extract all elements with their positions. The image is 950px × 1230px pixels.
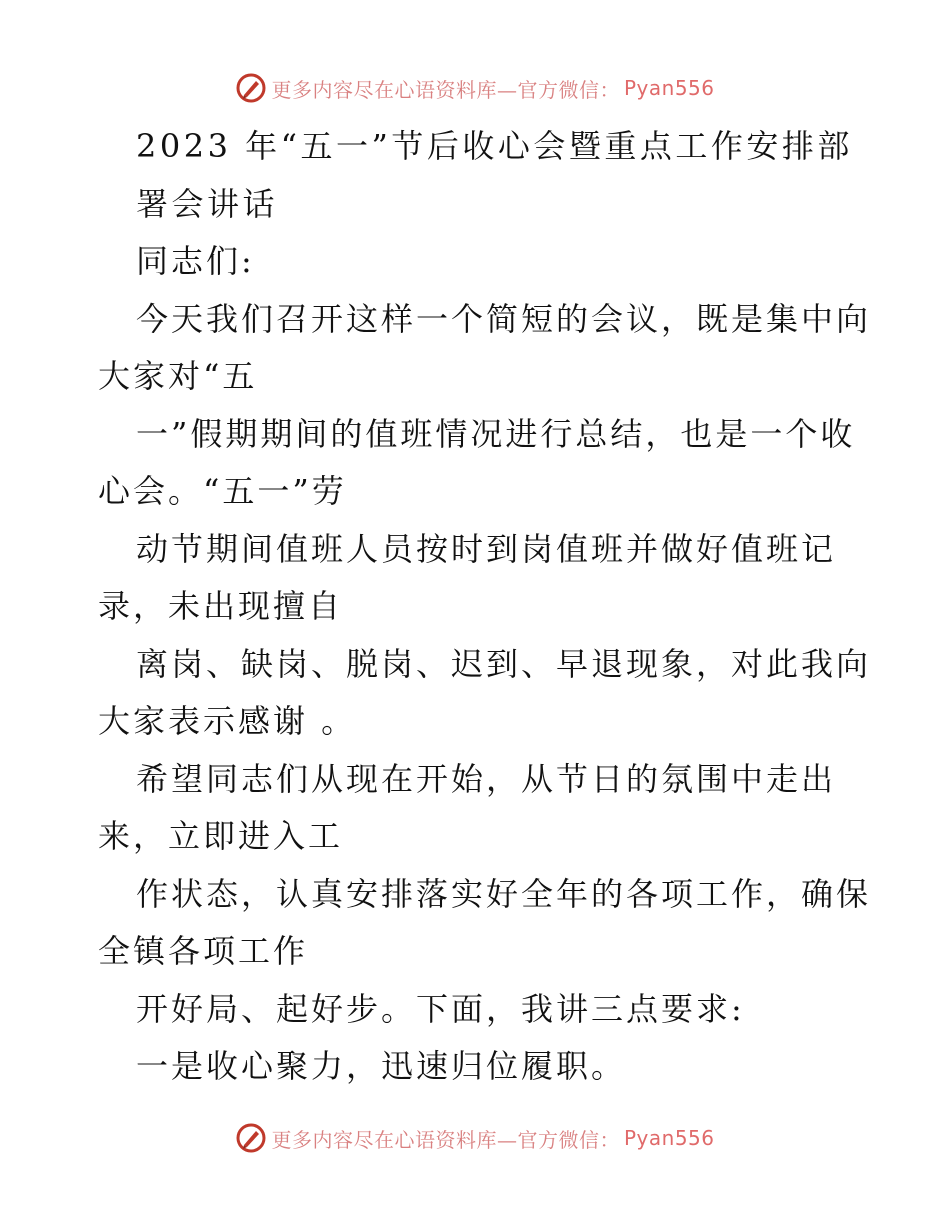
paragraph-line: 开好局、起好步。下面，我讲三点要求:: [136, 989, 745, 1028]
watermark-text: 更多内容尽在心语资料库—官方微信：: [271, 1127, 620, 1152]
watermark-handle: Pyan556: [623, 1126, 715, 1150]
document-title-line-2: 署会讲话: [136, 184, 279, 223]
paragraph-line: 同志们:: [136, 242, 255, 280]
watermark-text: 更多内容尽在心语资料库—官方微信：: [271, 77, 620, 102]
paragraph-line: 录，未出现擅自: [98, 587, 344, 625]
document-body: [0, 118, 950, 1096]
paragraph-line: 离岗、缺岗、脱岗、迟到、早退现象，对此我向: [136, 644, 872, 683]
paragraph-line: 希望同志们从现在开始，从节日的氛围中走出: [136, 759, 837, 798]
paragraph-line: 作状态，认真安排落实好全年的各项工作，确保: [136, 874, 872, 913]
pen-logo-icon: [235, 72, 267, 104]
paragraph-line: 今天我们召开这样一个简短的会议，既是集中向: [136, 299, 872, 338]
paragraph-line: 心会。“五一”劳: [98, 472, 347, 510]
watermark-header: [0, 72, 950, 104]
watermark-footer: [0, 1122, 950, 1154]
document-title-line-1: 2023 年“五一”节后收心会暨重点工作安排部: [136, 127, 853, 165]
paragraph-line: 一是收心聚力，迅速归位履职。: [136, 1047, 627, 1085]
watermark-handle: Pyan556: [623, 76, 715, 100]
paragraph-line: 动节期间值班人员按时到岗值班并做好值班记: [136, 529, 837, 568]
paragraph-line: 大家表示感谢 。: [98, 702, 357, 740]
paragraph-line: 全镇各项工作: [98, 932, 309, 970]
paragraph-line: 一”假期期间的值班情况进行总结，也是一个收: [136, 414, 856, 453]
paragraph-line: 来，立即进入工: [98, 817, 344, 855]
pen-logo-icon: [235, 1122, 267, 1154]
paragraph-line: 大家对“五: [98, 357, 258, 395]
